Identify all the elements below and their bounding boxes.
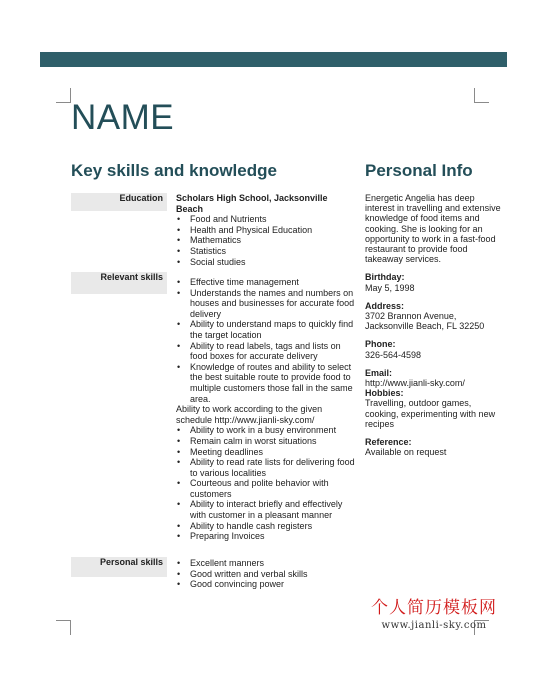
personal-skills-list — [176, 558, 356, 590]
personal-info-heading: Personal Info — [365, 161, 473, 180]
crop-mark-top-left — [56, 88, 71, 103]
list-item: • Understands the names and numbers on houses and businesses for accurate food delivery — [190, 288, 356, 320]
list-item: • Excellent manners — [190, 558, 356, 569]
phone-label: Phone: — [365, 339, 396, 350]
summary-text: Energetic Angelia has deep interest in travelling and extensive knowledge of food items and cooking. She is looking for an opportunity to work in a fast-food restaurant to provide food takeaway services. — [365, 193, 501, 265]
list-item: • Preparing Invoices — [190, 531, 356, 542]
personal-info-section — [365, 193, 505, 457]
email-value[interactable]: http://www.jianli-sky.com/ — [365, 378, 465, 389]
relevant-skills-label: Relevant skills — [71, 272, 167, 294]
list-item: • Food and Nutrients — [190, 214, 356, 225]
list-item: • Health and Physical Education — [190, 225, 356, 236]
relevant-skills-list — [176, 277, 356, 404]
address-line-1: 3702 Brannon Avenue, — [365, 311, 457, 322]
birthday-value: May 5, 1998 — [365, 282, 415, 293]
list-item: • Good convincing power — [190, 579, 356, 590]
list-item: • Remain calm in worst situations — [190, 436, 356, 447]
reference-value: Available on request — [365, 447, 447, 458]
email-label: Email: — [365, 367, 393, 378]
address-label: Address: — [365, 300, 405, 311]
relevant-skills-section — [176, 277, 356, 542]
watermark — [364, 593, 504, 631]
list-item: • Ability to read rate lists for delivering food to various localities — [190, 457, 356, 478]
list-item: • Ability to interact briefly and effectively with customer in a pleasant manner — [190, 499, 356, 520]
birthday-label: Birthday: — [365, 272, 405, 283]
watermark-url: www.jianli-sky.com — [381, 620, 487, 631]
list-item: • Knowledge of routes and ability to select the best suitable route to provide food to multiple customers those fall in the same area. — [190, 362, 356, 404]
personal-skills-label: Personal skills — [71, 557, 167, 577]
list-item: • Mathematics — [190, 235, 356, 246]
phone-value: 326-564-4598 — [365, 349, 422, 360]
watermark-chinese-text: 个人简历模板网 — [371, 598, 497, 618]
address-line-2: Jacksonville Beach, FL 32250 — [365, 321, 485, 332]
list-item: • Ability to read labels, tags and lists on food boxes for accurate delivery — [190, 341, 356, 362]
list-item: • Ability to handle cash registers — [190, 521, 356, 532]
education-label: Education — [71, 193, 167, 211]
schedule-paragraph: Ability to work according to the given schedule http://www.jianli-sky.com/ — [176, 404, 323, 425]
list-item: • Meeting deadlines — [190, 447, 356, 458]
list-item: • Good written and verbal skills — [190, 569, 356, 580]
personal-skills-section — [176, 558, 356, 590]
hobbies-label: Hobbies: — [365, 388, 404, 399]
education-list — [176, 214, 356, 267]
hobbies-value: Travelling, outdoor games, cooking, experimenting with new recipes — [365, 398, 496, 429]
reference-label: Reference: — [365, 437, 412, 448]
school-name: Scholars High School, Jacksonville Beach — [176, 193, 328, 214]
list-item: • Statistics — [190, 246, 356, 257]
crop-mark-bottom-left — [56, 620, 71, 635]
resume-name: NAME — [71, 98, 175, 137]
skills-heading: Key skills and knowledge — [71, 161, 277, 180]
list-item: • Social studies — [190, 257, 356, 268]
list-item: • Effective time management — [190, 277, 356, 288]
list-item: • Ability to work in a busy environment — [190, 425, 356, 436]
crop-mark-top-right — [474, 88, 489, 103]
header-color-band — [40, 52, 507, 67]
list-item: • Ability to understand maps to quickly find the target location — [190, 319, 356, 340]
education-section — [176, 193, 356, 267]
list-item: • Courteous and polite behavior with customers — [190, 478, 356, 499]
relevant-skills-list-2 — [176, 425, 356, 542]
